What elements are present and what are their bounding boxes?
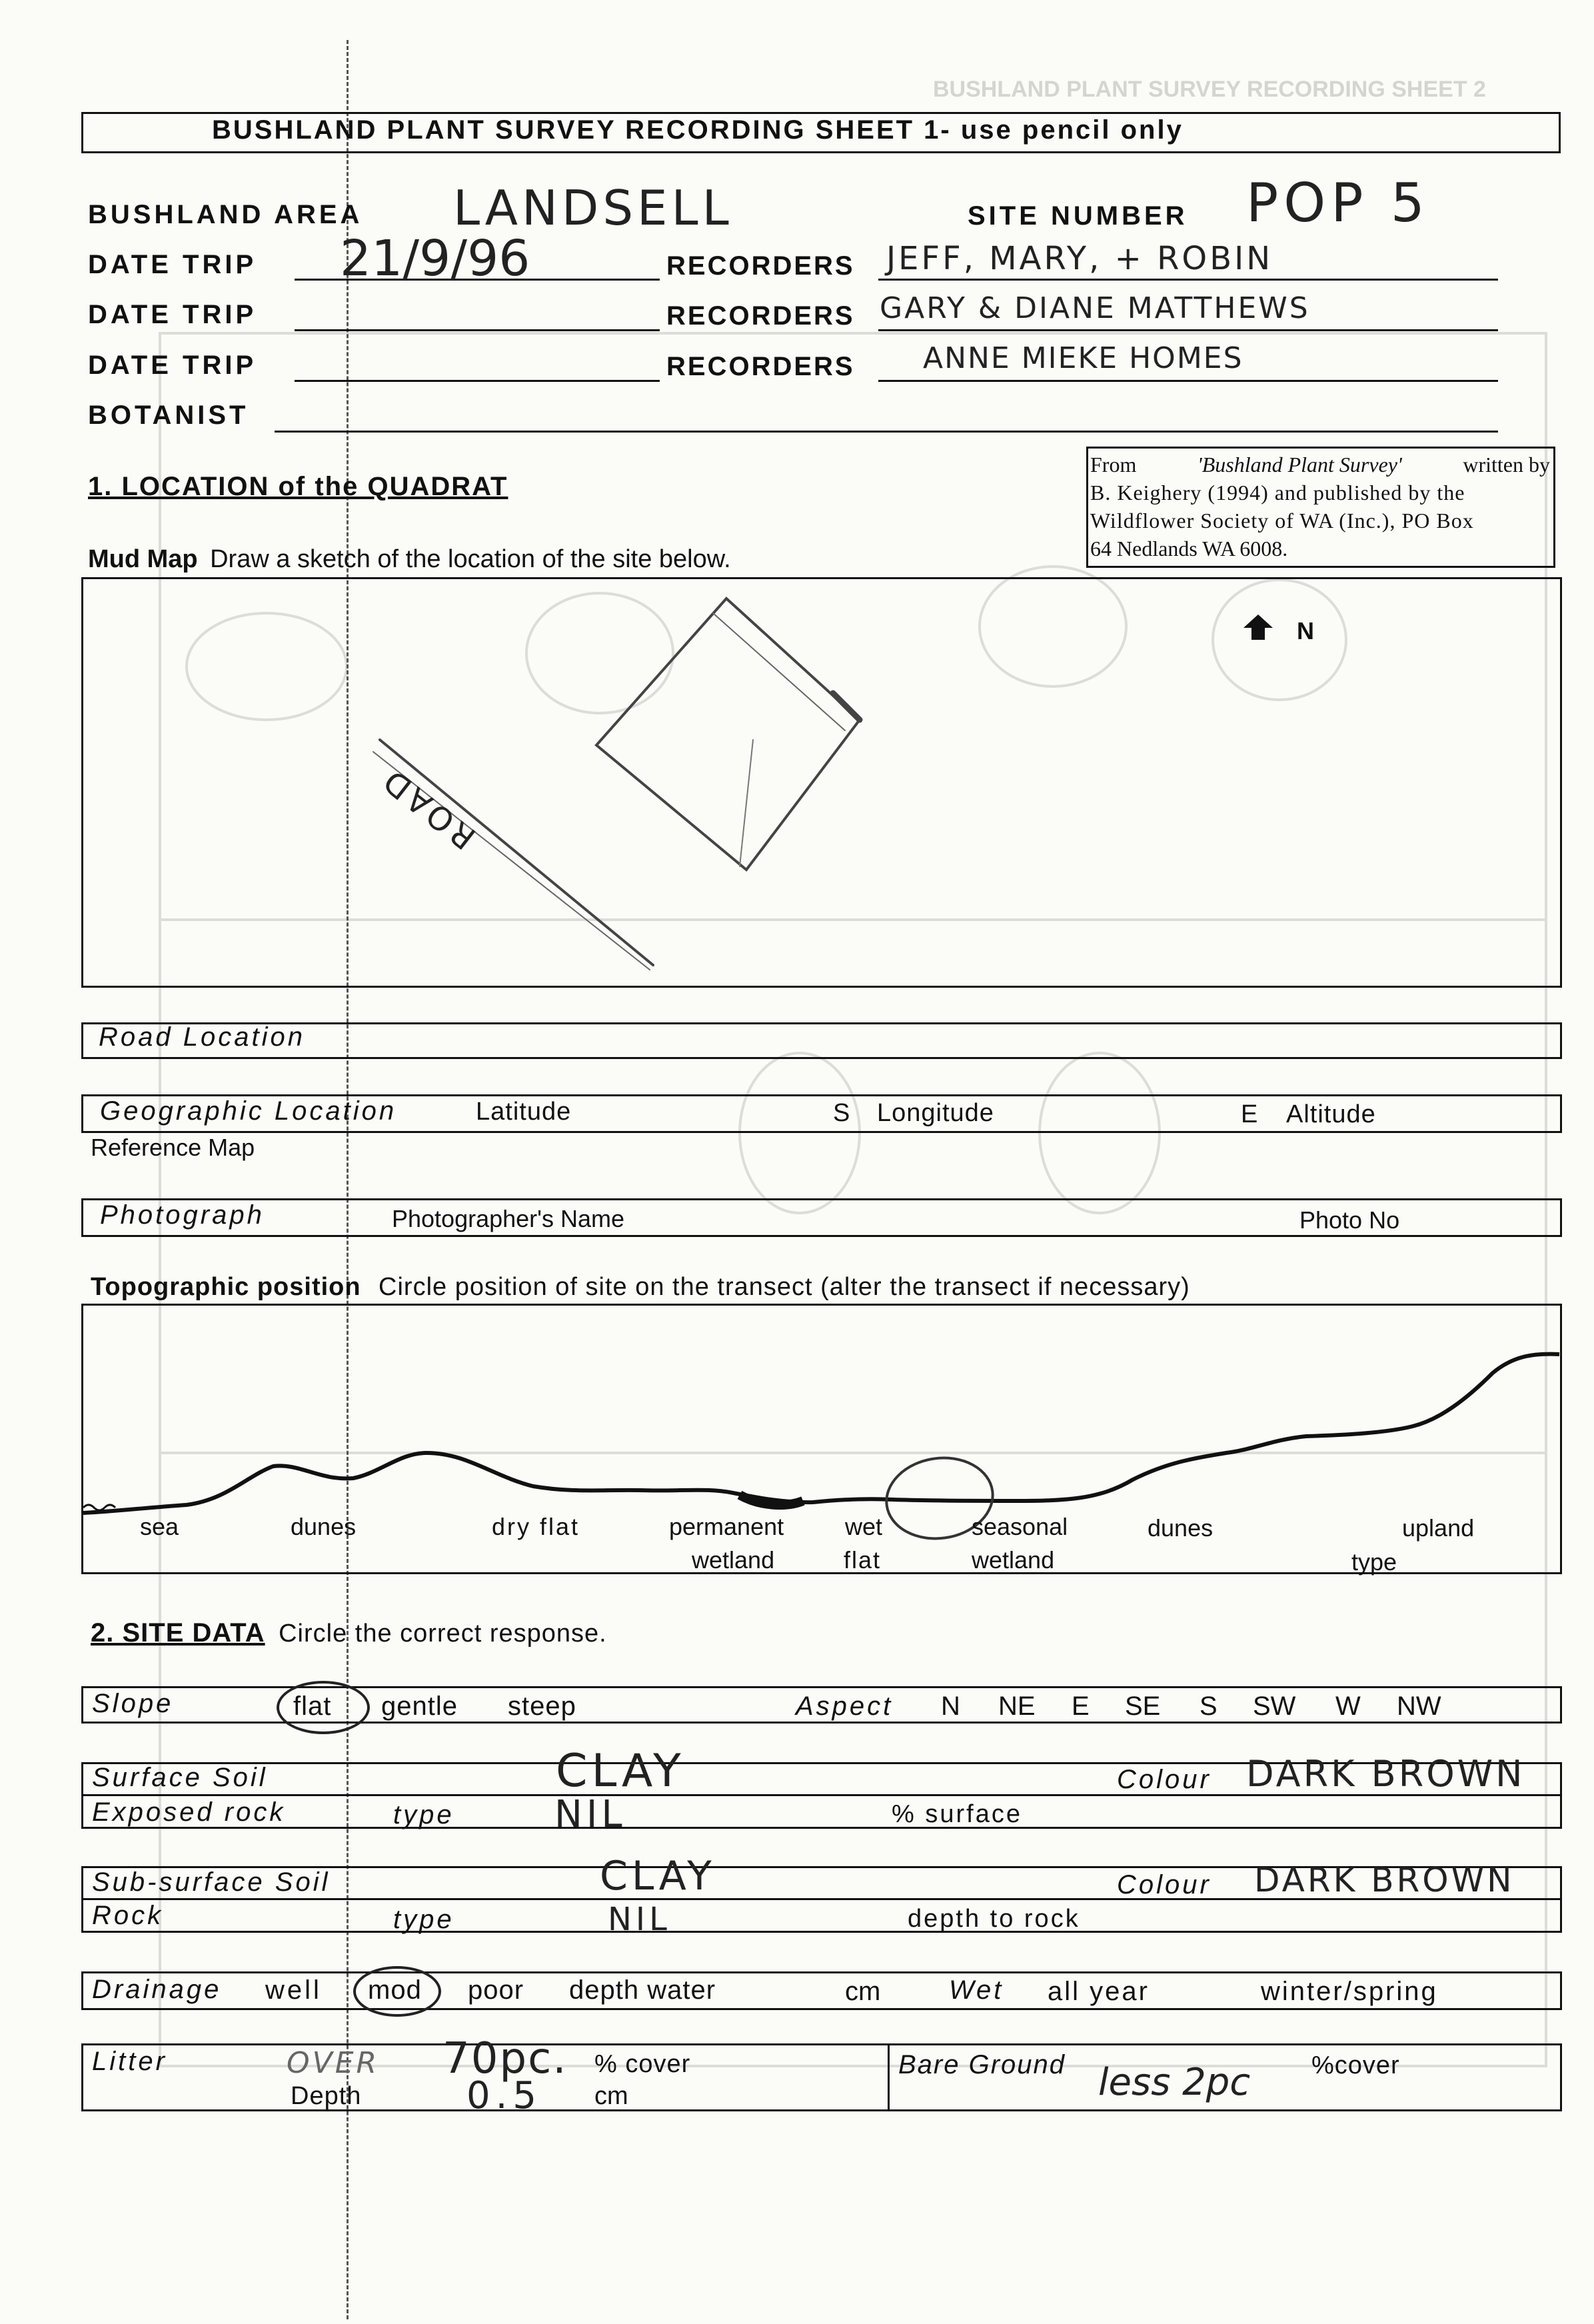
bare-ground-label: Bare Ground bbox=[898, 2050, 1066, 2079]
botanist-label: BOTANIST bbox=[88, 401, 249, 430]
transect-wetland-1: wetland bbox=[692, 1546, 775, 1574]
depth-label: Depth bbox=[291, 2082, 362, 2110]
transect-permanent: permanent bbox=[669, 1513, 784, 1540]
litter-divider bbox=[888, 2043, 890, 2111]
percent-surface-label: % surface bbox=[892, 1800, 1022, 1828]
road-location-label: Road Location bbox=[99, 1022, 305, 1052]
latitude-label: Latitude bbox=[476, 1098, 572, 1126]
recorders-3-label: RECORDERS bbox=[666, 352, 855, 381]
depth-water-cm-label: cm bbox=[845, 1977, 881, 2006]
subsurface-colour-value[interactable]: DARK BROWN bbox=[1254, 1861, 1515, 1899]
subsurface-colour-label: Colour bbox=[1117, 1870, 1211, 1899]
geographic-location-label: Geographic Location bbox=[100, 1096, 397, 1126]
latitude-s-label: S bbox=[833, 1099, 850, 1127]
transect-seasonal: seasonal bbox=[972, 1513, 1068, 1540]
recorders-1-value[interactable]: JEFF, MARY, + ROBIN bbox=[886, 240, 1273, 277]
drainage-option-poor[interactable]: poor bbox=[468, 1975, 524, 2005]
credit-line-4: 64 Nedlands WA 6008. bbox=[1090, 537, 1288, 561]
recorders-1-label: RECORDERS bbox=[666, 251, 855, 281]
road-sketch-label: ROAD bbox=[373, 759, 483, 856]
aspect-n[interactable]: N bbox=[941, 1692, 960, 1721]
mud-map-label: Mud Map bbox=[88, 545, 198, 573]
exposed-rock-label: Exposed rock bbox=[92, 1797, 286, 1827]
transect-type: type bbox=[1351, 1548, 1397, 1576]
transect-upland: upland bbox=[1402, 1514, 1475, 1542]
credit-line-3: Wildflower Society of WA (Inc.), PO Box bbox=[1090, 509, 1474, 533]
surface-soil-label: Surface Soil bbox=[92, 1763, 268, 1792]
aspect-w[interactable]: W bbox=[1335, 1692, 1361, 1721]
bushland-area-label: BUSHLAND AREA bbox=[88, 200, 363, 229]
bare-ground-percent-cover-label: %cover bbox=[1311, 2051, 1400, 2079]
wet-label: Wet bbox=[949, 1975, 1004, 2005]
surface-colour-label: Colour bbox=[1117, 1765, 1211, 1794]
photo-no-label: Photo No bbox=[1299, 1206, 1400, 1234]
litter-label: Litter bbox=[92, 2047, 167, 2076]
site-number-value[interactable]: POP 5 bbox=[1246, 172, 1430, 234]
reference-map-label: Reference Map bbox=[91, 1134, 255, 1161]
aspect-nw[interactable]: NW bbox=[1397, 1692, 1441, 1721]
slope-selected-circle bbox=[277, 1681, 370, 1734]
recorders-2-label: RECORDERS bbox=[666, 301, 855, 331]
litter-percent-cover-label: % cover bbox=[594, 2050, 691, 2078]
drainage-option-mod[interactable]: mod bbox=[368, 1975, 422, 2005]
credit-from: From bbox=[1090, 453, 1137, 477]
mud-map-instruction: Draw a sketch of the location of the site below. bbox=[210, 545, 731, 573]
section2-heading-row bbox=[91, 1618, 607, 1648]
credit-written-by: written by bbox=[1463, 453, 1550, 477]
bleed-through-text: BUSHLAND PLANT SURVEY RECORDING SHEET 2 bbox=[933, 77, 1486, 102]
wet-all-year[interactable]: all year bbox=[1048, 1977, 1150, 2006]
litter-value-over[interactable]: OVER bbox=[287, 2046, 380, 2080]
depth-unit: cm bbox=[594, 2082, 628, 2110]
transect-wet: wet bbox=[845, 1513, 883, 1540]
section1-heading: 1. LOCATION of the QUADRAT bbox=[88, 472, 508, 501]
photograph-label: Photograph bbox=[100, 1200, 265, 1230]
recorders-3-value[interactable]: ANNE MIEKE HOMES bbox=[923, 341, 1243, 375]
topographic-instruction: Circle position of site on the transect (alter the transect if necessary) bbox=[379, 1273, 1190, 1301]
topographic-label: Topographic position bbox=[91, 1273, 361, 1301]
litter-value[interactable]: 70pc. bbox=[442, 2034, 568, 2083]
slope-option-flat[interactable]: flat bbox=[293, 1692, 332, 1721]
photographers-name-label: Photographer's Name bbox=[392, 1205, 625, 1232]
exposed-rock-type-value[interactable]: NIL bbox=[554, 1793, 626, 1836]
altitude-label: Altitude bbox=[1286, 1100, 1376, 1128]
recorders-2-value[interactable]: GARY & DIANE MATTHEWS bbox=[880, 291, 1310, 325]
rock-label: Rock bbox=[92, 1901, 164, 1930]
transect-dunes-2: dunes bbox=[1148, 1514, 1213, 1542]
transect-wetland-2: wetland bbox=[972, 1546, 1055, 1574]
credit-line-2: B. Keighery (1994) and published by the bbox=[1090, 481, 1465, 505]
aspect-label: Aspect bbox=[796, 1692, 894, 1721]
drainage-selected-circle bbox=[353, 1966, 441, 2017]
depth-value[interactable]: 0.5 bbox=[466, 2074, 542, 2117]
aspect-e[interactable]: E bbox=[1072, 1692, 1090, 1721]
page-title: BUSHLAND PLANT SURVEY RECORDING SHEET 1- use pencil only bbox=[212, 115, 1184, 145]
rock-type-label: type bbox=[393, 1905, 454, 1934]
depth-water-label: depth water bbox=[569, 1975, 716, 2005]
slope-label: Slope bbox=[92, 1689, 174, 1718]
depth-to-rock-label: depth to rock bbox=[908, 1905, 1080, 1933]
transect-dry-flat: dry flat bbox=[492, 1513, 580, 1540]
wet-winter-spring[interactable]: winter/spring bbox=[1261, 1977, 1438, 2006]
subsurface-soil-value[interactable]: CLAY bbox=[600, 1853, 716, 1899]
drainage-option-well[interactable]: well bbox=[265, 1975, 322, 2005]
rock-type-value[interactable]: NIL bbox=[608, 1901, 671, 1938]
aspect-s[interactable]: S bbox=[1199, 1692, 1217, 1721]
section2-instruction: Circle the correct response. bbox=[279, 1620, 607, 1648]
credit-book-title: 'Bushland Plant Survey' bbox=[1197, 453, 1402, 477]
transect-flat: flat bbox=[844, 1546, 882, 1574]
section2-heading: 2. SITE DATA bbox=[91, 1618, 265, 1648]
bare-ground-value[interactable]: less 2pc bbox=[1098, 2061, 1251, 2104]
surface-colour-value[interactable]: DARK BROWN bbox=[1246, 1753, 1525, 1795]
drainage-label: Drainage bbox=[92, 1975, 222, 2004]
site-number-label: SITE NUMBER bbox=[968, 201, 1188, 231]
north-label: N bbox=[1297, 617, 1317, 644]
surface-soil-value[interactable]: CLAY bbox=[556, 1745, 685, 1797]
exposed-rock-type-label: type bbox=[393, 1800, 454, 1829]
bushland-area-value[interactable]: LANDSELL bbox=[453, 180, 733, 236]
aspect-se[interactable]: SE bbox=[1125, 1692, 1161, 1721]
aspect-ne[interactable]: NE bbox=[998, 1692, 1036, 1721]
transect-dunes-1: dunes bbox=[291, 1513, 357, 1540]
date-trip-3-label: DATE TRIP bbox=[88, 351, 257, 380]
subsurface-soil-label: Sub-surface Soil bbox=[92, 1867, 331, 1897]
slope-option-gentle[interactable]: gentle bbox=[381, 1692, 458, 1721]
slope-option-steep[interactable]: steep bbox=[508, 1692, 576, 1721]
transect-sea: sea bbox=[140, 1513, 179, 1540]
aspect-sw[interactable]: SW bbox=[1253, 1692, 1296, 1721]
longitude-e-label: E bbox=[1241, 1100, 1258, 1128]
date-trip-1-label: DATE TRIP bbox=[88, 250, 257, 279]
date-trip-1-value[interactable]: 21/9/96 bbox=[340, 230, 530, 287]
longitude-label: Longitude bbox=[877, 1099, 994, 1127]
date-trip-2-label: DATE TRIP bbox=[88, 300, 257, 329]
